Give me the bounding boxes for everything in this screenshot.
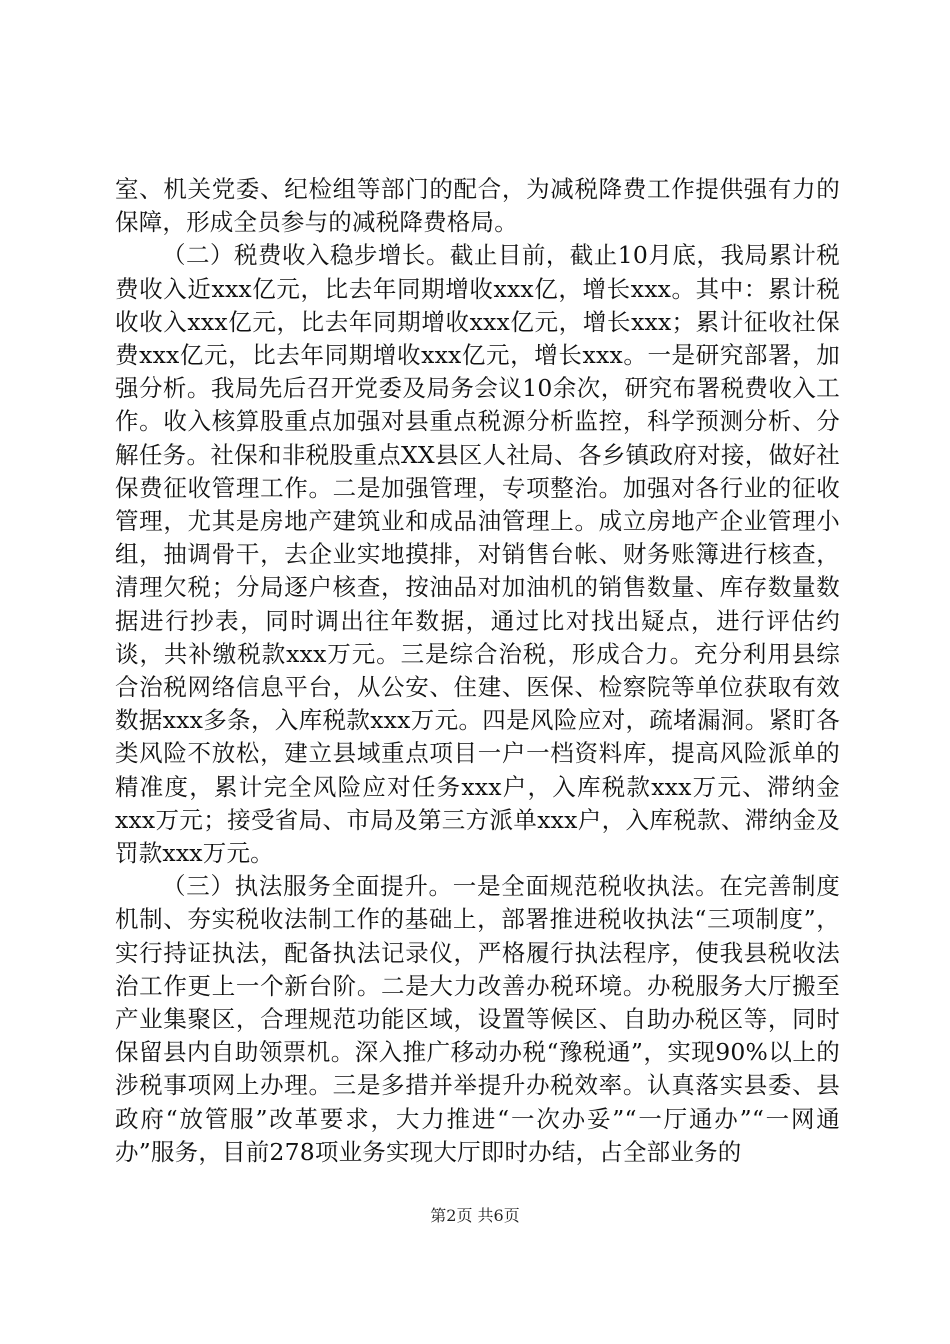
paragraph-section-2: （二）税费收入稳步增长。截止目前，截止10月底，我局累计税费收入近xxx亿元，比去年同期增收xxx亿，增长xxx。其中：累计税收收入xxx亿元，比去年同期增收xxx亿元，增长xxx；累计征收社保费xxx亿元，比去年同期增收xxx亿元，增长xxx。一是研究部署，加强分析。我局先后召开党委及局务会议10余次，研究布署税费收入工作。收入核算股重点加强对县重点税源分析监控，科学预测分析、分解任务。社保和非税股重点XX县区人社局、各乡镇政府对接，做好社保费征收管理工作。二是加强管理，专项整治。加强对各行业的征收管理，尤其是房地产建筑业和成品油管理上。成立房地产企业管理小组，抽调骨干，去企业实地摸排，对销售台帐、财务账簿进行核查，清理欠税；分局逐户核查，按油品对加油机的销售数量、库存数量数据进行抄表，同时调出往年数据，通过比对找出疑点，进行评估约谈，共补缴税款xxx万元。三是综合治税，形成合力。充分利用县综合治税网络信息平台，从公安、住建、医保、检察院等单位获取有效数据xxx多条，入库税款xxx万元。四是风险应对，疏堵漏洞。紧盯各类风险不放松，建立县域重点项目一户一档资料库，提高风险派单的精准度，累计完全风险应对任务xxx户，入库税款xxx万元、滞纳金xxx万元；接受省局、市局及第三方派单xxx户，入库税款、滞纳金及罚款xxx万元。 — [115, 241, 840, 868]
page-number-footer: 第2页 共6页 — [430, 1206, 520, 1225]
document-body — [115, 173, 840, 1169]
paragraph-continuation: 室、机关党委、纪检组等部门的配合，为减税降费工作提供强有力的保障，形成全员参与的减税降费格局。 — [115, 175, 840, 237]
paragraph-section-3: （三）执法服务全面提升。一是全面规范税收执法。在完善制度机制、夯实税收法制工作的基础上，部署推进税收执法“三项制度”，实行持证执法，配备执法记录仪，严格履行执法程序，使我县税收法治工作更上一个新台阶。二是大力改善办税环境。办税服务大厅搬至产业集聚区，合理规范功能区域，设置等候区、自助办税区等，同时保留县内自助领票机。深入推广移动办税“豫税通”，实现90%以上的涉税事项网上办理。三是多措并举提升办税效率。认真落实县委、县政府“放管服”改革要求，大力推进“一次办妥”“一厅通办”“一网通办”服务，目前278项业务实现大厅即时办结，占全部业务的 — [115, 872, 840, 1166]
